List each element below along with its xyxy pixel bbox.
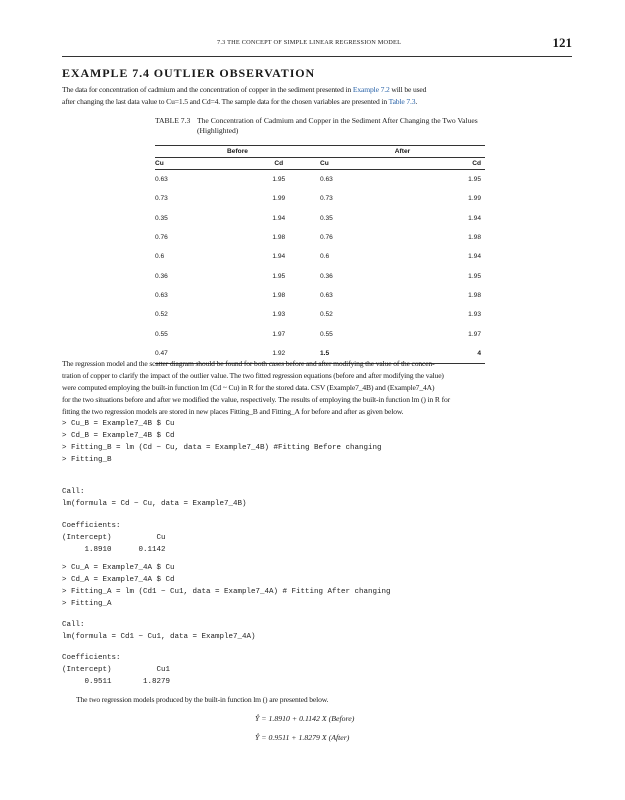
equation-after: Ŷ = 0.9511 + 1.8279 X (After): [255, 733, 350, 742]
code-line: > Fitting_B = lm (Cd ~ Cu, data = Example7_4B) #Fitting Before changing: [62, 444, 382, 453]
running-header: [62, 36, 572, 52]
code-after: [62, 562, 391, 610]
table-cell: 0.6: [155, 253, 165, 261]
closing-paragraph: The two regression models produced by the built-in function lm () are presented below.: [76, 695, 329, 704]
body-line: tration of copper to clarify the impact of the outlier value. The two fitted regression equations (before and after modifying the value): [62, 371, 444, 381]
column-header: Cd: [403, 158, 486, 170]
table-row: [155, 324, 485, 343]
table-link[interactable]: Table 7.3: [388, 97, 416, 107]
running-header-title: 7.3 THE CONCEPT OF SIMPLE LINEAR REGRESSION MODEL: [217, 39, 402, 46]
body-line: fitting the two regression models are stored in new places Fitting_B and Fitting_A for before and after as given below.: [62, 407, 404, 417]
table-cell: 1.98: [272, 291, 286, 299]
output-line: (Intercept) Cu: [62, 534, 166, 543]
table-row: [155, 305, 485, 324]
table-row: [155, 247, 485, 266]
intro-line: The data for concentration of cadmium and the concentration of copper in the sediment presented in Example 7.2 will be used: [62, 85, 427, 94]
table-row: [155, 228, 485, 247]
table-cell: 0.63: [155, 291, 168, 299]
output-line: lm(formula = Cd1 ~ Cu1, data = Example7_4A): [62, 633, 256, 642]
output-after: [62, 619, 256, 643]
table-cell: 1.98: [272, 234, 286, 242]
table-cell: 4: [403, 344, 486, 364]
table-cell: 0.35: [155, 214, 168, 222]
table-row: [155, 189, 485, 208]
table-cell: 0.63: [320, 291, 333, 299]
example-title: EXAMPLE 7.4 OUTLIER OBSERVATION: [62, 66, 316, 80]
table-cell: 1.95: [272, 272, 286, 280]
output-line: Call:: [62, 621, 85, 629]
table-cell: 1.99: [468, 195, 481, 203]
table-cell: 0.73: [320, 195, 333, 203]
output-line: lm(formula = Cd ~ Cu, data = Example7_4B): [62, 500, 247, 509]
table-cell: 0.36: [155, 272, 168, 280]
code-line: > Cd_B = Example7_4B $ Cd: [62, 432, 175, 441]
table-cell: 1.5: [320, 344, 403, 364]
table-cell: 1.95: [272, 176, 286, 184]
table-cell: 0.6: [320, 253, 330, 261]
equation-before: Ŷ = 1.8910 + 0.1142 X (Before): [255, 714, 355, 723]
table-cell: 1.94: [468, 214, 481, 222]
table-cell: 0.63: [320, 176, 333, 184]
group-header-before: Before: [155, 146, 320, 158]
coefficients-after: [62, 652, 170, 688]
table-cell: 0.73: [155, 195, 168, 203]
table-cell: 0.55: [155, 330, 168, 338]
table-cell: 1.93: [468, 311, 481, 319]
table-cell: 0.35: [320, 214, 333, 222]
header-rule: [62, 56, 572, 57]
coefficients-before: [62, 520, 166, 556]
table-cell: 0.52: [320, 311, 333, 319]
body-line: The regression model and the scatter diagram should be found for both cases before and after modifying the value of the concen-: [62, 359, 435, 368]
table-cell: 1.92: [238, 344, 321, 364]
output-line: (Intercept) Cu1: [62, 666, 171, 675]
example-link[interactable]: Example 7.2: [352, 85, 390, 94]
table-cell: 0.55: [320, 330, 333, 338]
column-header: Cd: [238, 158, 321, 170]
table-cell: 1.94: [272, 214, 286, 222]
table-cell: 1.93: [272, 311, 286, 319]
code-before: [62, 418, 382, 466]
column-header: Cu: [320, 158, 403, 170]
code-line: > Cu_B = Example7_4B $ Cu: [62, 420, 175, 428]
output-line: Coefficients:: [62, 654, 121, 662]
table-row: [155, 170, 485, 190]
code-line: > Fitting_A: [62, 600, 112, 609]
column-header: Cu: [155, 158, 238, 170]
table-cell: 0.47: [155, 344, 238, 364]
table-cell: 1.94: [272, 253, 286, 261]
table-cell: 1.98: [468, 234, 481, 242]
code-line: > Cd_A = Example7_4A $ Cd: [62, 576, 175, 585]
body-line: were computed employing the built-in function lm (Cd ~ Cu) in R for the stored data. CSV (Example7_4B) and (Example7_4A): [62, 383, 435, 393]
table-caption-text: The Concentration of Cadmium and Copper in the Sediment After Changing the Two Values (Highlighted): [197, 116, 478, 135]
table-cell: 0.76: [320, 234, 333, 242]
table-cell: 1.98: [468, 291, 481, 299]
body-paragraph: [62, 358, 572, 418]
output-line: Call:: [62, 488, 85, 496]
code-line: > Cu_A = Example7_4A $ Cu: [62, 564, 175, 572]
output-line: 1.8910 0.1142: [62, 546, 166, 555]
table-row: [155, 286, 485, 305]
table-label: TABLE 7.3: [155, 116, 191, 125]
output-line: 0.9511 1.8279: [62, 678, 171, 687]
table-cell: 1.97: [272, 330, 286, 338]
table-cell: 0.76: [155, 234, 168, 242]
table-cell: 0.36: [320, 272, 333, 280]
code-line: > Fitting_B: [62, 456, 112, 465]
table-cell: 0.63: [155, 176, 168, 184]
intro-line: after changing the last data value to Cu=1.5 and Cd=4. The sample data for the chosen variables are presented in Table 7.3.: [62, 97, 418, 107]
table-cell: 1.95: [468, 272, 481, 280]
output-before: [62, 486, 247, 510]
table-cell: 1.94: [468, 253, 481, 261]
intro-paragraph: [62, 84, 572, 108]
table-cell: 1.97: [468, 330, 481, 338]
code-line: > Fitting_A = lm (Cd1 ~ Cu1, data = Example7_4A) # Fitting After changing: [62, 588, 391, 597]
data-table: [155, 145, 485, 364]
body-line: for the two situations before and after we modified the value, respectively. The results of employing the built-in function lm () in R for: [62, 395, 450, 405]
table-cell: 0.52: [155, 311, 168, 319]
table-row: [155, 209, 485, 228]
table-cell: 1.99: [272, 195, 286, 203]
table-row: [155, 266, 485, 285]
table-cell: 1.95: [468, 176, 481, 184]
group-header-after: After: [320, 146, 485, 158]
page-number: 121: [552, 35, 572, 50]
output-line: Coefficients:: [62, 522, 121, 530]
